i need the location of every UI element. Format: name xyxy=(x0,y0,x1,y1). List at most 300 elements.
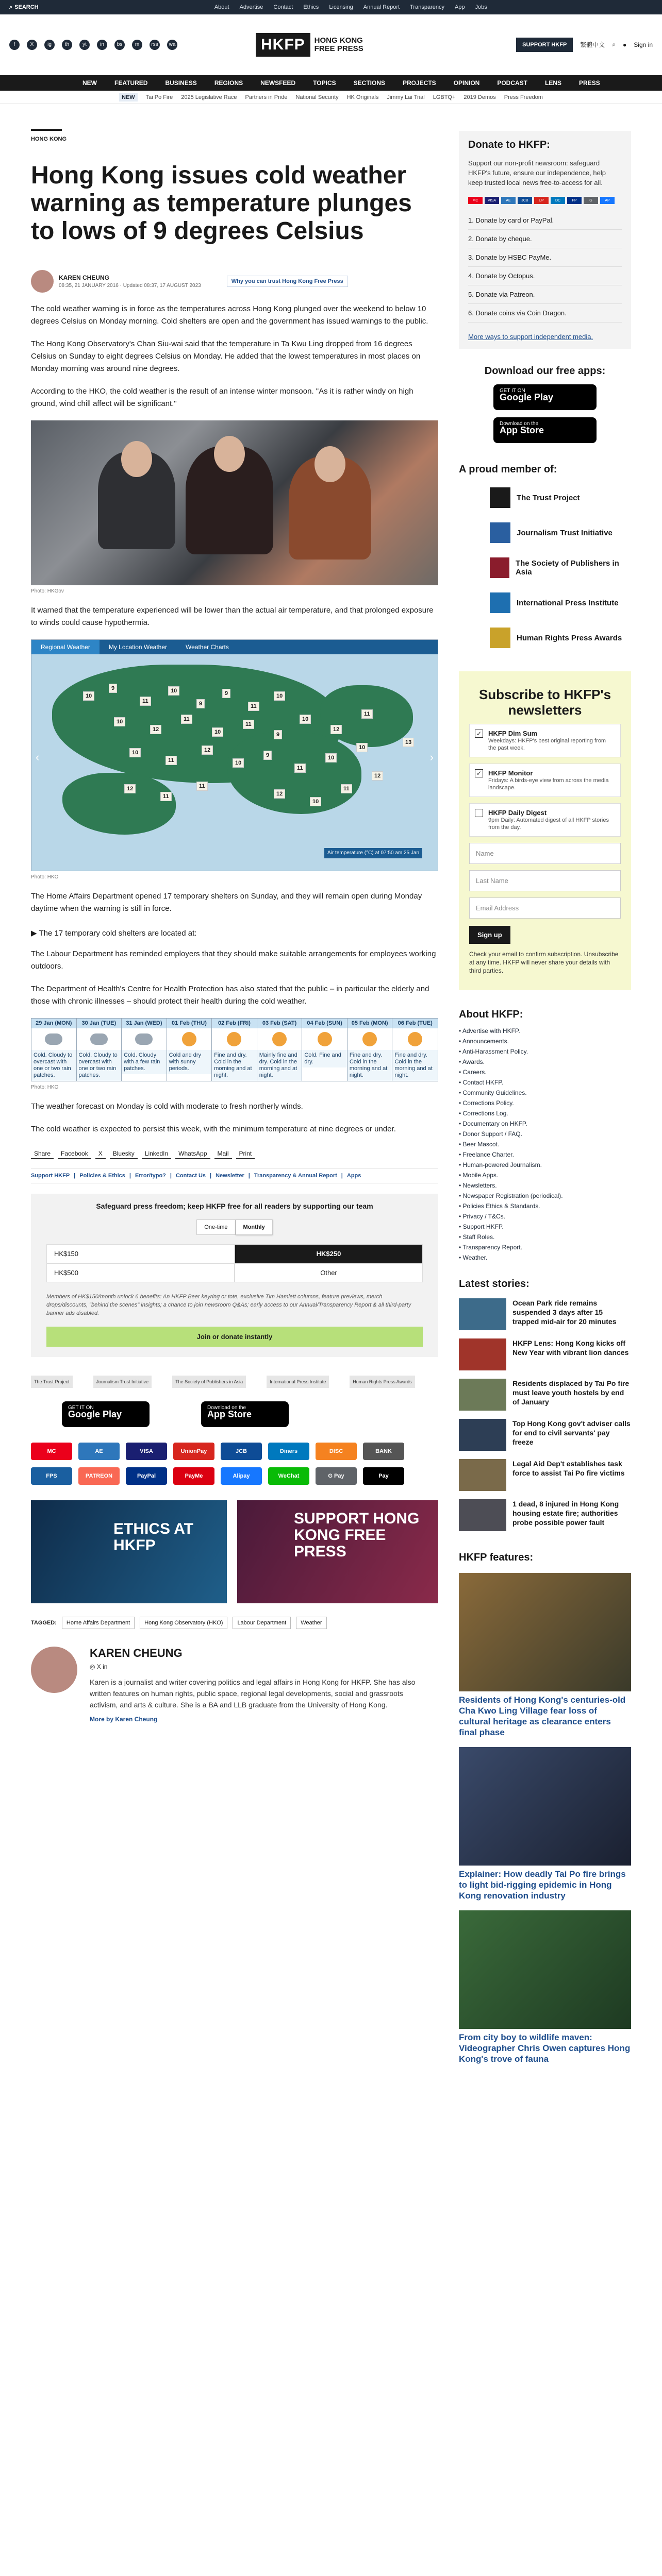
feature-story[interactable] xyxy=(459,1910,631,2064)
sun-icon xyxy=(257,1028,302,1050)
temperature-label: 11 xyxy=(248,702,259,711)
article-category[interactable]: HONG KONG xyxy=(31,136,67,142)
tab-my-location[interactable]: My Location Weather xyxy=(108,643,168,651)
newsletter-option[interactable]: ✓ HKFP Monitor Fridays: A birds-eye view from across the media landscape. xyxy=(469,764,621,797)
card-logo: VISA xyxy=(485,197,499,204)
story-title[interactable]: Top Hong Kong gov't adviser calls for end to civil servants' pay freeze xyxy=(512,1419,631,1446)
sidebar-apps-title: Download our free apps: xyxy=(484,365,606,377)
support-banner[interactable]: SUPPORT HONG KONG FREE PRESS xyxy=(237,1500,438,1603)
about-link[interactable]: • Staff Roles. xyxy=(459,1233,495,1241)
monthly-option[interactable]: Monthly xyxy=(236,1219,273,1235)
trending-link[interactable]: Jimmy Lai Trial xyxy=(387,94,425,100)
payment-logo: DISC xyxy=(316,1443,357,1460)
story-thumbnail[interactable] xyxy=(459,1419,506,1451)
donate-option[interactable]: 5. Donate via Patreon. xyxy=(468,285,622,304)
logo-name: HONG KONG FREE PRESS xyxy=(314,36,363,53)
member-logo[interactable]: The Trust Project xyxy=(459,485,631,511)
nav-item[interactable]: REGIONS xyxy=(214,79,243,87)
last-name-input[interactable]: Last Name xyxy=(469,870,621,891)
temperature-label: 12 xyxy=(274,789,285,799)
nav-item[interactable]: NEW xyxy=(82,79,97,87)
amount-option[interactable]: HK$150 xyxy=(46,1244,235,1263)
card-logo: AE xyxy=(501,197,516,204)
payment-logo: Alipay xyxy=(221,1467,262,1485)
forecast-date: 01 Feb (THU) xyxy=(167,1019,212,1028)
forecast-text: Cold and dry with sunny periods. xyxy=(167,1050,212,1074)
social-links xyxy=(9,40,226,50)
story-title[interactable]: Ocean Park ride remains suspended 3 days after 15 trapped mid-air for 20 minutes xyxy=(512,1299,617,1326)
temperature-label: 10 xyxy=(356,743,368,752)
checkbox[interactable] xyxy=(475,809,483,817)
hkfp-features xyxy=(459,1552,631,2064)
sign-in-link[interactable]: Sign in xyxy=(634,41,653,48)
card-logos xyxy=(468,197,622,204)
nav-item[interactable]: TOPICS xyxy=(313,79,336,87)
payment-logo: Pay xyxy=(363,1467,404,1485)
forecast-text: Cold. Fine and dry. xyxy=(302,1050,347,1067)
forecast-text: Fine and dry. Cold in the morning and at night. xyxy=(392,1050,438,1081)
footer-link[interactable]: Contact Us xyxy=(175,1173,206,1179)
about-link[interactable]: • Corrections Log. xyxy=(459,1110,508,1117)
tag[interactable]: Weather xyxy=(296,1617,326,1629)
shelters-toggle[interactable]: ▶ The 17 temporary cold shelters are located at: xyxy=(31,929,197,938)
article-title: Hong Kong issues cold weather warning as temperature plunges to lows of 9 degrees Celsius xyxy=(31,162,412,245)
about-link[interactable]: • Freelance Charter. xyxy=(459,1151,514,1158)
language-toggle[interactable]: 繁體中文 xyxy=(580,41,605,48)
cloud-icon xyxy=(122,1028,167,1050)
card-logo: JCB xyxy=(518,197,532,204)
temperature-label: 11 xyxy=(243,720,254,729)
latest-story[interactable] xyxy=(459,1419,631,1451)
search-icon[interactable]: ⌕ xyxy=(612,41,616,48)
badge[interactable]: The Society of Publishers in Asia xyxy=(172,1376,246,1388)
nav-item[interactable]: LENS xyxy=(545,79,562,87)
sidebar xyxy=(459,129,631,2064)
member-logo[interactable]: The Society of Publishers in Asia xyxy=(459,555,631,581)
payment-logo: FPS xyxy=(31,1467,72,1485)
temperature-label: 13 xyxy=(403,738,414,747)
payment-logos xyxy=(31,1443,438,1485)
temperature-label: 10 xyxy=(325,753,337,762)
newsletter-signup xyxy=(459,671,631,990)
x-icon[interactable]: X xyxy=(27,40,37,50)
temperature-label: 10 xyxy=(233,758,244,768)
forecast-table xyxy=(31,1018,438,1081)
feature-title[interactable]: Residents of Hong Kong's centuries-old Cha Kwo Ling Village fear loss of cultural heritage as clearance enters final phase xyxy=(459,1695,626,1737)
paragraph: The Labour Department has reminded employers that they should make suitable arrangements for employees working outdoors. xyxy=(31,950,436,971)
footer-link[interactable]: Apps xyxy=(346,1173,361,1179)
temperature-label: 9 xyxy=(109,684,117,693)
signup-button[interactable]: Sign up xyxy=(469,926,510,944)
checkbox[interactable]: ✓ xyxy=(475,730,483,738)
facebook-icon[interactable]: f xyxy=(9,40,20,50)
share-linkedin[interactable]: LinkedIn xyxy=(142,1149,171,1159)
name-input[interactable]: Name xyxy=(469,843,621,864)
forecast-text: Fine and dry. Cold in the morning and at night. xyxy=(347,1050,392,1081)
story-title[interactable]: Legal Aid Dep't establishes task force to assist Tai Po fire victims xyxy=(512,1460,625,1477)
nav-item[interactable]: FEATURED xyxy=(114,79,148,87)
forecast-date: 04 Feb (SUN) xyxy=(302,1019,347,1028)
support-hkfp-button[interactable]: SUPPORT HKFP xyxy=(516,38,573,52)
temperature-label: 10 xyxy=(129,748,141,757)
about-link[interactable]: • Weather. xyxy=(459,1254,488,1261)
features-title: HKFP features: xyxy=(459,1552,534,1563)
paragraph: The weather forecast on Monday is cold with moderate to fresh northerly winds. xyxy=(31,1102,303,1111)
nav-item[interactable]: PROJECTS xyxy=(402,79,436,87)
nav-item[interactable]: PRESS xyxy=(579,79,600,87)
email-input[interactable]: Email Address xyxy=(469,897,621,919)
story-thumbnail[interactable] xyxy=(459,1298,506,1330)
newsletter-option[interactable]: ✓ HKFP Dim Sum Weekdays: HKFP's best original reporting from the past week. xyxy=(469,724,621,757)
payment-logo: PayMe xyxy=(173,1467,214,1485)
footer-link[interactable]: Transparency & Annual Report xyxy=(254,1173,337,1179)
latest-stories xyxy=(459,1278,631,1531)
temperature-label: 10 xyxy=(83,691,94,701)
author-bio-avatar xyxy=(31,1647,77,1693)
youtube-icon[interactable]: yt xyxy=(79,40,90,50)
trending-link[interactable]: Tai Po Fire xyxy=(145,94,173,100)
article xyxy=(31,129,438,1723)
trending-link[interactable]: Press Freedom xyxy=(504,94,543,100)
trending-link[interactable]: HK Originals xyxy=(346,94,379,100)
donate-option[interactable]: 3. Donate by HSBC PayMe. xyxy=(468,248,622,267)
card-logo: DC xyxy=(551,197,565,204)
feature-image[interactable] xyxy=(459,1910,631,2029)
newsletter-note: Check your email to confirm subscription. Unsubscribe at any time. HKFP will never share your details with third parties. xyxy=(469,951,619,974)
temperature-label: 9 xyxy=(222,689,230,698)
about-link[interactable]: • Donor Support / FAQ. xyxy=(459,1130,522,1138)
utility-link[interactable]: Jobs xyxy=(475,4,487,10)
category-rule xyxy=(31,129,62,131)
share-bar xyxy=(31,1149,438,1159)
forecast-day xyxy=(167,1019,212,1081)
forecast-date: 31 Jan (WED) xyxy=(122,1019,167,1028)
donate-option[interactable]: 2. Donate by cheque. xyxy=(468,230,622,248)
forecast-day xyxy=(122,1019,167,1081)
member-logo[interactable]: Human Rights Press Awards xyxy=(459,625,631,651)
search-icon: ⌕ xyxy=(9,4,13,10)
footer-link[interactable]: Newsletter xyxy=(216,1173,244,1179)
logo-mark: HKFP xyxy=(256,33,310,57)
share-whatsapp[interactable]: WhatsApp xyxy=(175,1149,210,1159)
about-list xyxy=(459,1026,631,1263)
google-play-button[interactable]: GET IT ON Google Play xyxy=(493,384,597,410)
about-link[interactable]: • Mobile Apps. xyxy=(459,1172,499,1179)
sidebar-members xyxy=(459,464,631,651)
badge[interactable]: The Trust Project xyxy=(31,1376,73,1388)
member-badges xyxy=(31,1376,438,1388)
share-mail[interactable]: Mail xyxy=(214,1149,232,1159)
temperature-label: 11 xyxy=(341,784,352,793)
forecast-text: Cold. Cloudy with a few rain patches. xyxy=(122,1050,167,1074)
card-logo: PP xyxy=(567,197,582,204)
about-link[interactable]: • Beer Mascot. xyxy=(459,1141,500,1148)
frequency-toggle xyxy=(46,1219,423,1235)
sidebar-apps xyxy=(459,365,631,443)
trending-link[interactable]: National Security xyxy=(295,94,339,100)
story-thumbnail[interactable] xyxy=(459,1338,506,1370)
trending-bar xyxy=(0,91,662,104)
feature-image[interactable] xyxy=(459,1573,631,1691)
forecast-text: Cold. Cloudy to overcast with one or two rain patches. xyxy=(77,1050,122,1081)
temperature-label: 11 xyxy=(181,715,192,724)
utility-link[interactable]: Ethics xyxy=(303,4,319,10)
sidebar-donate xyxy=(459,131,631,349)
utility-link[interactable]: Transparency xyxy=(410,4,444,10)
payment-logo: VISA xyxy=(126,1443,167,1460)
temperature-label: 11 xyxy=(166,756,177,765)
article-footer-links: Support HKFP | Policies & Ethics | Error/typo? | Contact Us | Newsletter | Transparency & Annual Report | Apps xyxy=(31,1168,438,1183)
donate-option[interactable]: 4. Donate by Octopus. xyxy=(468,267,622,285)
linkedin-icon[interactable]: in xyxy=(97,40,107,50)
latest-story[interactable] xyxy=(459,1459,631,1491)
newsletter-title: Subscribe to HKFP's newsletters xyxy=(478,687,611,718)
app-store-button[interactable]: Download on the App Store xyxy=(493,417,597,443)
utility-links xyxy=(214,4,487,10)
card-logo: AP xyxy=(600,197,615,204)
ethics-banner[interactable]: ETHICS AT HKFP xyxy=(31,1500,227,1603)
sidebar-members-title: A proud member of: xyxy=(459,464,557,475)
cloud-icon xyxy=(31,1028,76,1050)
forecast-date: 05 Feb (MON) xyxy=(347,1019,392,1028)
trending-link[interactable]: Partners in Pride xyxy=(245,94,288,100)
forecast-caption: Photo: HKO xyxy=(31,1084,59,1090)
author-bio xyxy=(31,1647,438,1723)
instagram-icon[interactable]: ig xyxy=(44,40,55,50)
weather-tabs xyxy=(31,640,438,654)
about-link[interactable]: • Privacy / T&Cs. xyxy=(459,1213,505,1220)
footer-link[interactable]: Error/typo? xyxy=(135,1173,166,1179)
trust-link[interactable]: Why you can trust Hong Kong Free Press xyxy=(227,276,348,287)
card-logo: G xyxy=(584,197,598,204)
latest-story[interactable] xyxy=(459,1379,631,1411)
payment-logo: MC xyxy=(31,1443,72,1460)
about-link[interactable]: • Awards. xyxy=(459,1058,485,1065)
amount-option-other[interactable]: Other xyxy=(235,1263,423,1282)
feature-image[interactable] xyxy=(459,1747,631,1866)
about-link[interactable]: • Corrections Policy. xyxy=(459,1099,514,1107)
utility-link[interactable]: Advertise xyxy=(239,4,263,10)
temperature-label: 10 xyxy=(114,717,125,726)
author-bio-name[interactable]: KAREN CHEUNG xyxy=(90,1647,183,1659)
member-logo[interactable]: Journalism Trust Initiative xyxy=(459,520,631,546)
payment-logo: BANK xyxy=(363,1443,404,1460)
tags xyxy=(31,1617,438,1629)
sun-icon xyxy=(167,1028,212,1050)
join-button[interactable]: Join or donate instantly xyxy=(46,1327,423,1347)
user-icon: ● xyxy=(623,41,627,48)
temperature-label: 11 xyxy=(196,782,208,791)
trending-link[interactable]: 2025 Legislative Race xyxy=(181,94,237,100)
nav-item[interactable]: NEWSFEED xyxy=(260,79,296,87)
chevron-left-icon[interactable]: ‹ xyxy=(36,751,40,764)
article-body xyxy=(31,303,438,1136)
membership-note: Members of HK$150/month unlock 6 benefits: An HKFP Beer keyring or tote, exclusive Tim Hamlett columns, feature previews, merch drops/discounts, "behind the scenes" insights; a chance to join newsroom Q&As; early access to our Annual/Transparency Report & all third-party banner ads disabled. xyxy=(46,1294,411,1316)
amount-option[interactable]: HK$500 xyxy=(46,1263,235,1282)
sidebar-donate-title: Donate to HKFP: xyxy=(468,139,550,150)
forecast-day xyxy=(31,1019,77,1081)
about-link[interactable]: • Advertise with HKFP. xyxy=(459,1027,520,1035)
share-x[interactable]: X xyxy=(95,1149,106,1159)
byline xyxy=(31,270,438,293)
paragraph: The Hong Kong Observatory's Chan Siu-wai said that the temperature in Ta Kwu Ling dropped from 16 degrees Celsius on Sunday to eight degrees Celsius on Monday. He added that the lowest temperatures in most places on Monday morning was around nine degrees. xyxy=(31,340,421,373)
nav-item[interactable]: SECTIONS xyxy=(353,79,385,87)
feature-story[interactable] xyxy=(459,1573,631,1738)
forecast-text: Mainly fine and dry. Cold in the morning and at night. xyxy=(257,1050,302,1081)
donate-option[interactable]: 6. Donate coins via Coin Dragon. xyxy=(468,304,622,323)
forecast-date: 03 Feb (SAT) xyxy=(257,1019,302,1028)
about-link[interactable]: • Announcements. xyxy=(459,1038,509,1045)
threads-icon[interactable]: th xyxy=(62,40,72,50)
photo-caption: Photo: HKGov xyxy=(31,588,64,594)
article-photo xyxy=(31,420,438,585)
payment-logo: Diners xyxy=(268,1443,309,1460)
badge[interactable]: Journalism Trust Initiative xyxy=(93,1376,152,1388)
paragraph: The Department of Health's Centre for Health Protection has also stated that the public – in particular the elderly and those with chronic illnesses – should protect their health during the cold weather. xyxy=(31,985,429,1006)
google-play-button[interactable]: GET IT ON Google Play xyxy=(62,1401,150,1427)
header-actions xyxy=(516,38,653,52)
checkbox[interactable]: ✓ xyxy=(475,769,483,777)
triangle-right-icon: ▶ xyxy=(31,929,39,938)
more-by-author-link[interactable]: More by Karen Cheung xyxy=(90,1716,158,1723)
search-button[interactable]: ⌕ SEARCH xyxy=(9,4,39,10)
donate-heading: Safeguard press freedom; keep HKFP free for all readers by supporting our team xyxy=(96,1202,373,1210)
bluesky-icon[interactable]: bs xyxy=(114,40,125,50)
temperature-label: 9 xyxy=(196,699,205,708)
weather-map xyxy=(31,639,438,871)
promo-banners xyxy=(31,1500,438,1603)
cloud-icon xyxy=(77,1028,122,1050)
about-link[interactable]: • Anti-Harassment Policy. xyxy=(459,1048,528,1055)
publish-date: 08:35, 21 JANUARY 2016 · Updated 08:37, 17 AUGUST 2023 xyxy=(59,283,201,289)
amount-options xyxy=(46,1244,423,1282)
about-link[interactable]: • Transparency Report. xyxy=(459,1244,522,1251)
about-link[interactable]: • Newsletters. xyxy=(459,1182,497,1189)
about-link[interactable]: • Support HKFP. xyxy=(459,1223,504,1230)
share-bluesky[interactable]: Bluesky xyxy=(110,1149,138,1159)
nav-item[interactable]: PODCAST xyxy=(497,79,528,87)
latest-story[interactable] xyxy=(459,1338,631,1370)
share-facebook[interactable]: Facebook xyxy=(58,1149,91,1159)
latest-story[interactable] xyxy=(459,1298,631,1330)
forecast-date: 06 Feb (TUE) xyxy=(392,1019,438,1028)
tab-regional-weather[interactable]: Regional Weather xyxy=(31,640,100,654)
utility-link[interactable]: About xyxy=(214,4,229,10)
paragraph: It warned that the temperature experienced will be lower than the actual air temperature, and that prolonged exposure to winds could cause hypothermia. xyxy=(31,606,434,627)
temperature-label: 11 xyxy=(294,764,306,773)
forecast-day xyxy=(212,1019,257,1081)
one-time-option[interactable]: One-time xyxy=(196,1219,235,1235)
whatsapp-icon[interactable]: wa xyxy=(167,40,177,50)
forecast-date: 30 Jan (TUE) xyxy=(77,1019,122,1028)
utility-link[interactable]: Licensing xyxy=(329,4,353,10)
app-store-button[interactable]: Download on the App Store xyxy=(201,1401,289,1427)
temperature-label: 12 xyxy=(124,784,136,793)
story-title[interactable]: 1 dead, 8 injured in Hong Kong housing estate fire; authorities probe possible power fault xyxy=(512,1500,619,1527)
feature-title[interactable]: Explainer: How deadly Tai Po fire brings to light bid-rigging epidemic in Hong Kong renovation industry xyxy=(459,1869,626,1901)
map-legend: Air temperature (°C) at 07:50 am 25 Jan xyxy=(324,848,422,858)
share-label: Share xyxy=(31,1149,54,1159)
sun-icon xyxy=(302,1028,347,1050)
share-print[interactable]: Print xyxy=(236,1149,255,1159)
badge[interactable]: International Press Institute xyxy=(267,1376,329,1388)
author-avatar xyxy=(31,270,54,293)
feature-title[interactable]: From city boy to wildlife maven: Videographer Chris Owen captures Hong Kong's trove of fauna xyxy=(459,2032,631,2064)
about-title: About HKFP: xyxy=(459,1009,523,1020)
forecast-day xyxy=(392,1019,438,1081)
temperature-label: 11 xyxy=(140,697,151,706)
feature-story[interactable] xyxy=(459,1747,631,1901)
amount-option-selected[interactable]: HK$250 xyxy=(235,1244,423,1263)
story-thumbnail[interactable] xyxy=(459,1459,506,1491)
temperature-label: 10 xyxy=(274,691,285,701)
more-ways-link[interactable]: More ways to support independent media. xyxy=(468,333,593,341)
payment-logo: PATREON xyxy=(78,1467,120,1485)
tab-weather-charts[interactable]: Weather Charts xyxy=(186,643,229,651)
badge[interactable]: Human Rights Press Awards xyxy=(350,1376,415,1388)
newsletter-option[interactable]: HKFP Daily Digest 9pm Daily: Automated digest of all HKFP stories from the day. xyxy=(469,803,621,837)
about-link[interactable]: • Human-powered Journalism. xyxy=(459,1161,542,1168)
about-link[interactable]: • Community Guidelines. xyxy=(459,1089,527,1096)
paragraph: The Home Affairs Department opened 17 temporary shelters on Sunday, and they will remain open during Monday daytime when the warning is still in force. xyxy=(31,892,422,913)
story-thumbnail[interactable] xyxy=(459,1379,506,1411)
forecast-day xyxy=(302,1019,347,1081)
story-title[interactable]: Residents displaced by Tai Po fire must leave youth hostels by end of January xyxy=(512,1379,630,1406)
forecast-day xyxy=(77,1019,122,1081)
footer-link[interactable]: Support HKFP xyxy=(31,1173,70,1179)
tag[interactable]: Labour Department xyxy=(233,1617,291,1629)
forecast-text: Fine and dry. Cold in the morning and at night. xyxy=(212,1050,257,1081)
utility-bar xyxy=(0,0,662,14)
story-thumbnail[interactable] xyxy=(459,1499,506,1531)
donate-option[interactable]: 1. Donate by card or PayPal. xyxy=(468,211,622,230)
about-link[interactable]: • Contact HKFP. xyxy=(459,1079,504,1086)
footer-link[interactable]: Policies & Ethics xyxy=(79,1173,125,1179)
about-link[interactable]: • Careers. xyxy=(459,1069,487,1076)
utility-link[interactable]: Contact xyxy=(273,4,293,10)
chevron-right-icon[interactable]: › xyxy=(429,751,434,764)
forecast-day xyxy=(347,1019,393,1081)
sun-icon xyxy=(392,1028,438,1050)
about-links xyxy=(459,1009,631,1263)
member-logo[interactable]: International Press Institute xyxy=(459,590,631,616)
site-logo[interactable] xyxy=(256,33,363,57)
utility-link[interactable]: Annual Report xyxy=(363,4,400,10)
site-header xyxy=(0,14,662,75)
about-link[interactable]: • Documentary on HKFP. xyxy=(459,1120,527,1127)
author-social-icons[interactable]: ◎ X in xyxy=(90,1663,108,1670)
about-link[interactable]: • Newspaper Registration (periodical). xyxy=(459,1192,563,1199)
mastodon-icon[interactable]: m xyxy=(132,40,142,50)
trending-link[interactable]: LGBTQ+ xyxy=(433,94,456,100)
rss-icon[interactable]: rss xyxy=(150,40,160,50)
utility-link[interactable]: App xyxy=(454,4,465,10)
trending-link[interactable]: 2019 Demos xyxy=(464,94,496,100)
forecast-date: 02 Feb (FRI) xyxy=(212,1019,257,1028)
payment-logo: WeChat xyxy=(268,1467,309,1485)
nav-item[interactable]: BUSINESS xyxy=(165,79,197,87)
tag[interactable]: Hong Kong Observatory (HKO) xyxy=(140,1617,227,1629)
map-caption: Photo: HKO xyxy=(31,874,59,880)
nav-item[interactable]: OPINION xyxy=(453,79,480,87)
paragraph: According to the HKO, the cold weather is the result of an intense winter monsoon. "As it is rather windy on high ground, wind chill affect will be significant." xyxy=(31,387,413,408)
story-title[interactable]: HKFP Lens: Hong Kong kicks off New Year with vibrant lion dances xyxy=(512,1339,629,1357)
author-name[interactable]: KAREN CHEUNG xyxy=(59,274,110,281)
latest-story[interactable] xyxy=(459,1499,631,1531)
latest-title: Latest stories: xyxy=(459,1278,529,1290)
tag[interactable]: Home Affairs Department xyxy=(62,1617,135,1629)
about-link[interactable]: • Policies Ethics & Standards. xyxy=(459,1202,540,1210)
